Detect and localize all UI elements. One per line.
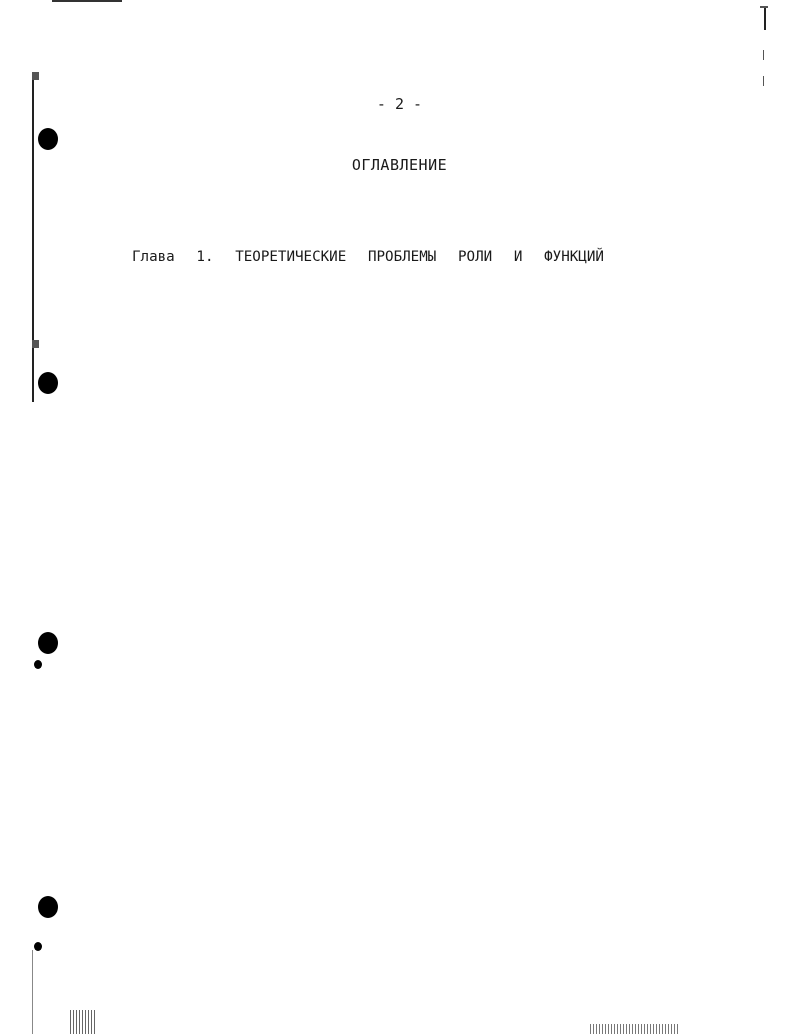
toc-title: ОГЛАВЛЕНИЕ [351, 156, 448, 174]
scan-speck [763, 76, 764, 86]
toc-entry[interactable] [104, 667, 700, 687]
toc-entry-heading[interactable] [140, 307, 700, 327]
punch-hole [38, 372, 58, 394]
toc-entry[interactable] [132, 217, 700, 237]
toc-entry-heading[interactable] [140, 367, 700, 387]
page-number: - 2 - [376, 95, 423, 113]
toc-entry[interactable] [104, 727, 700, 747]
toc-word: ТЕОРЕТИЧЕСКИЕ [235, 249, 347, 265]
toc-word: Глава [132, 249, 175, 265]
scan-speck [760, 6, 768, 8]
scan-edge-left [32, 72, 34, 402]
toc-entry-heading[interactable] [132, 427, 700, 447]
toc-entry[interactable] [122, 877, 700, 897]
toc-word: 1. [196, 249, 214, 265]
toc-entry-heading[interactable] [132, 247, 604, 267]
scan-edge-left-bottom [32, 950, 33, 1034]
toc-entry-heading[interactable] [122, 697, 700, 717]
scan-speck [32, 72, 39, 80]
toc-entry[interactable] [104, 397, 700, 417]
toc-entry[interactable] [104, 277, 700, 297]
toc-entry[interactable] [104, 457, 700, 477]
toc-entry[interactable] [104, 787, 700, 807]
toc-word: ПРОБЛЕМЫ [367, 249, 437, 265]
toc-word: ФУНКЦИЙ [544, 249, 604, 265]
toc-entry-heading[interactable] [132, 487, 700, 507]
toc-word: И [513, 249, 523, 265]
toc-entry-heading[interactable] [132, 607, 700, 627]
toc-entry[interactable] [122, 817, 700, 837]
toc-entry[interactable] [122, 847, 700, 867]
toc-entry-heading[interactable] [132, 547, 700, 567]
toc-entry[interactable] [104, 337, 700, 357]
punch-hole [38, 632, 58, 654]
toc-entry-continued[interactable] [104, 637, 700, 657]
punch-hole [38, 128, 58, 150]
toc-entry[interactable] [104, 517, 700, 537]
toc-word: РОЛИ [458, 249, 493, 265]
scan-speck [70, 1010, 96, 1034]
scan-mark-top [52, 0, 122, 2]
scan-speck [32, 340, 39, 348]
toc-entry-heading[interactable] [122, 757, 700, 777]
scan-speck [34, 660, 42, 669]
scan-speck [763, 50, 764, 60]
scan-speck [590, 1024, 680, 1034]
toc-entry[interactable] [122, 907, 700, 927]
punch-hole [38, 896, 58, 918]
toc-entry[interactable] [104, 577, 700, 597]
scan-speck [34, 942, 42, 951]
scan-edge-right [764, 6, 766, 30]
